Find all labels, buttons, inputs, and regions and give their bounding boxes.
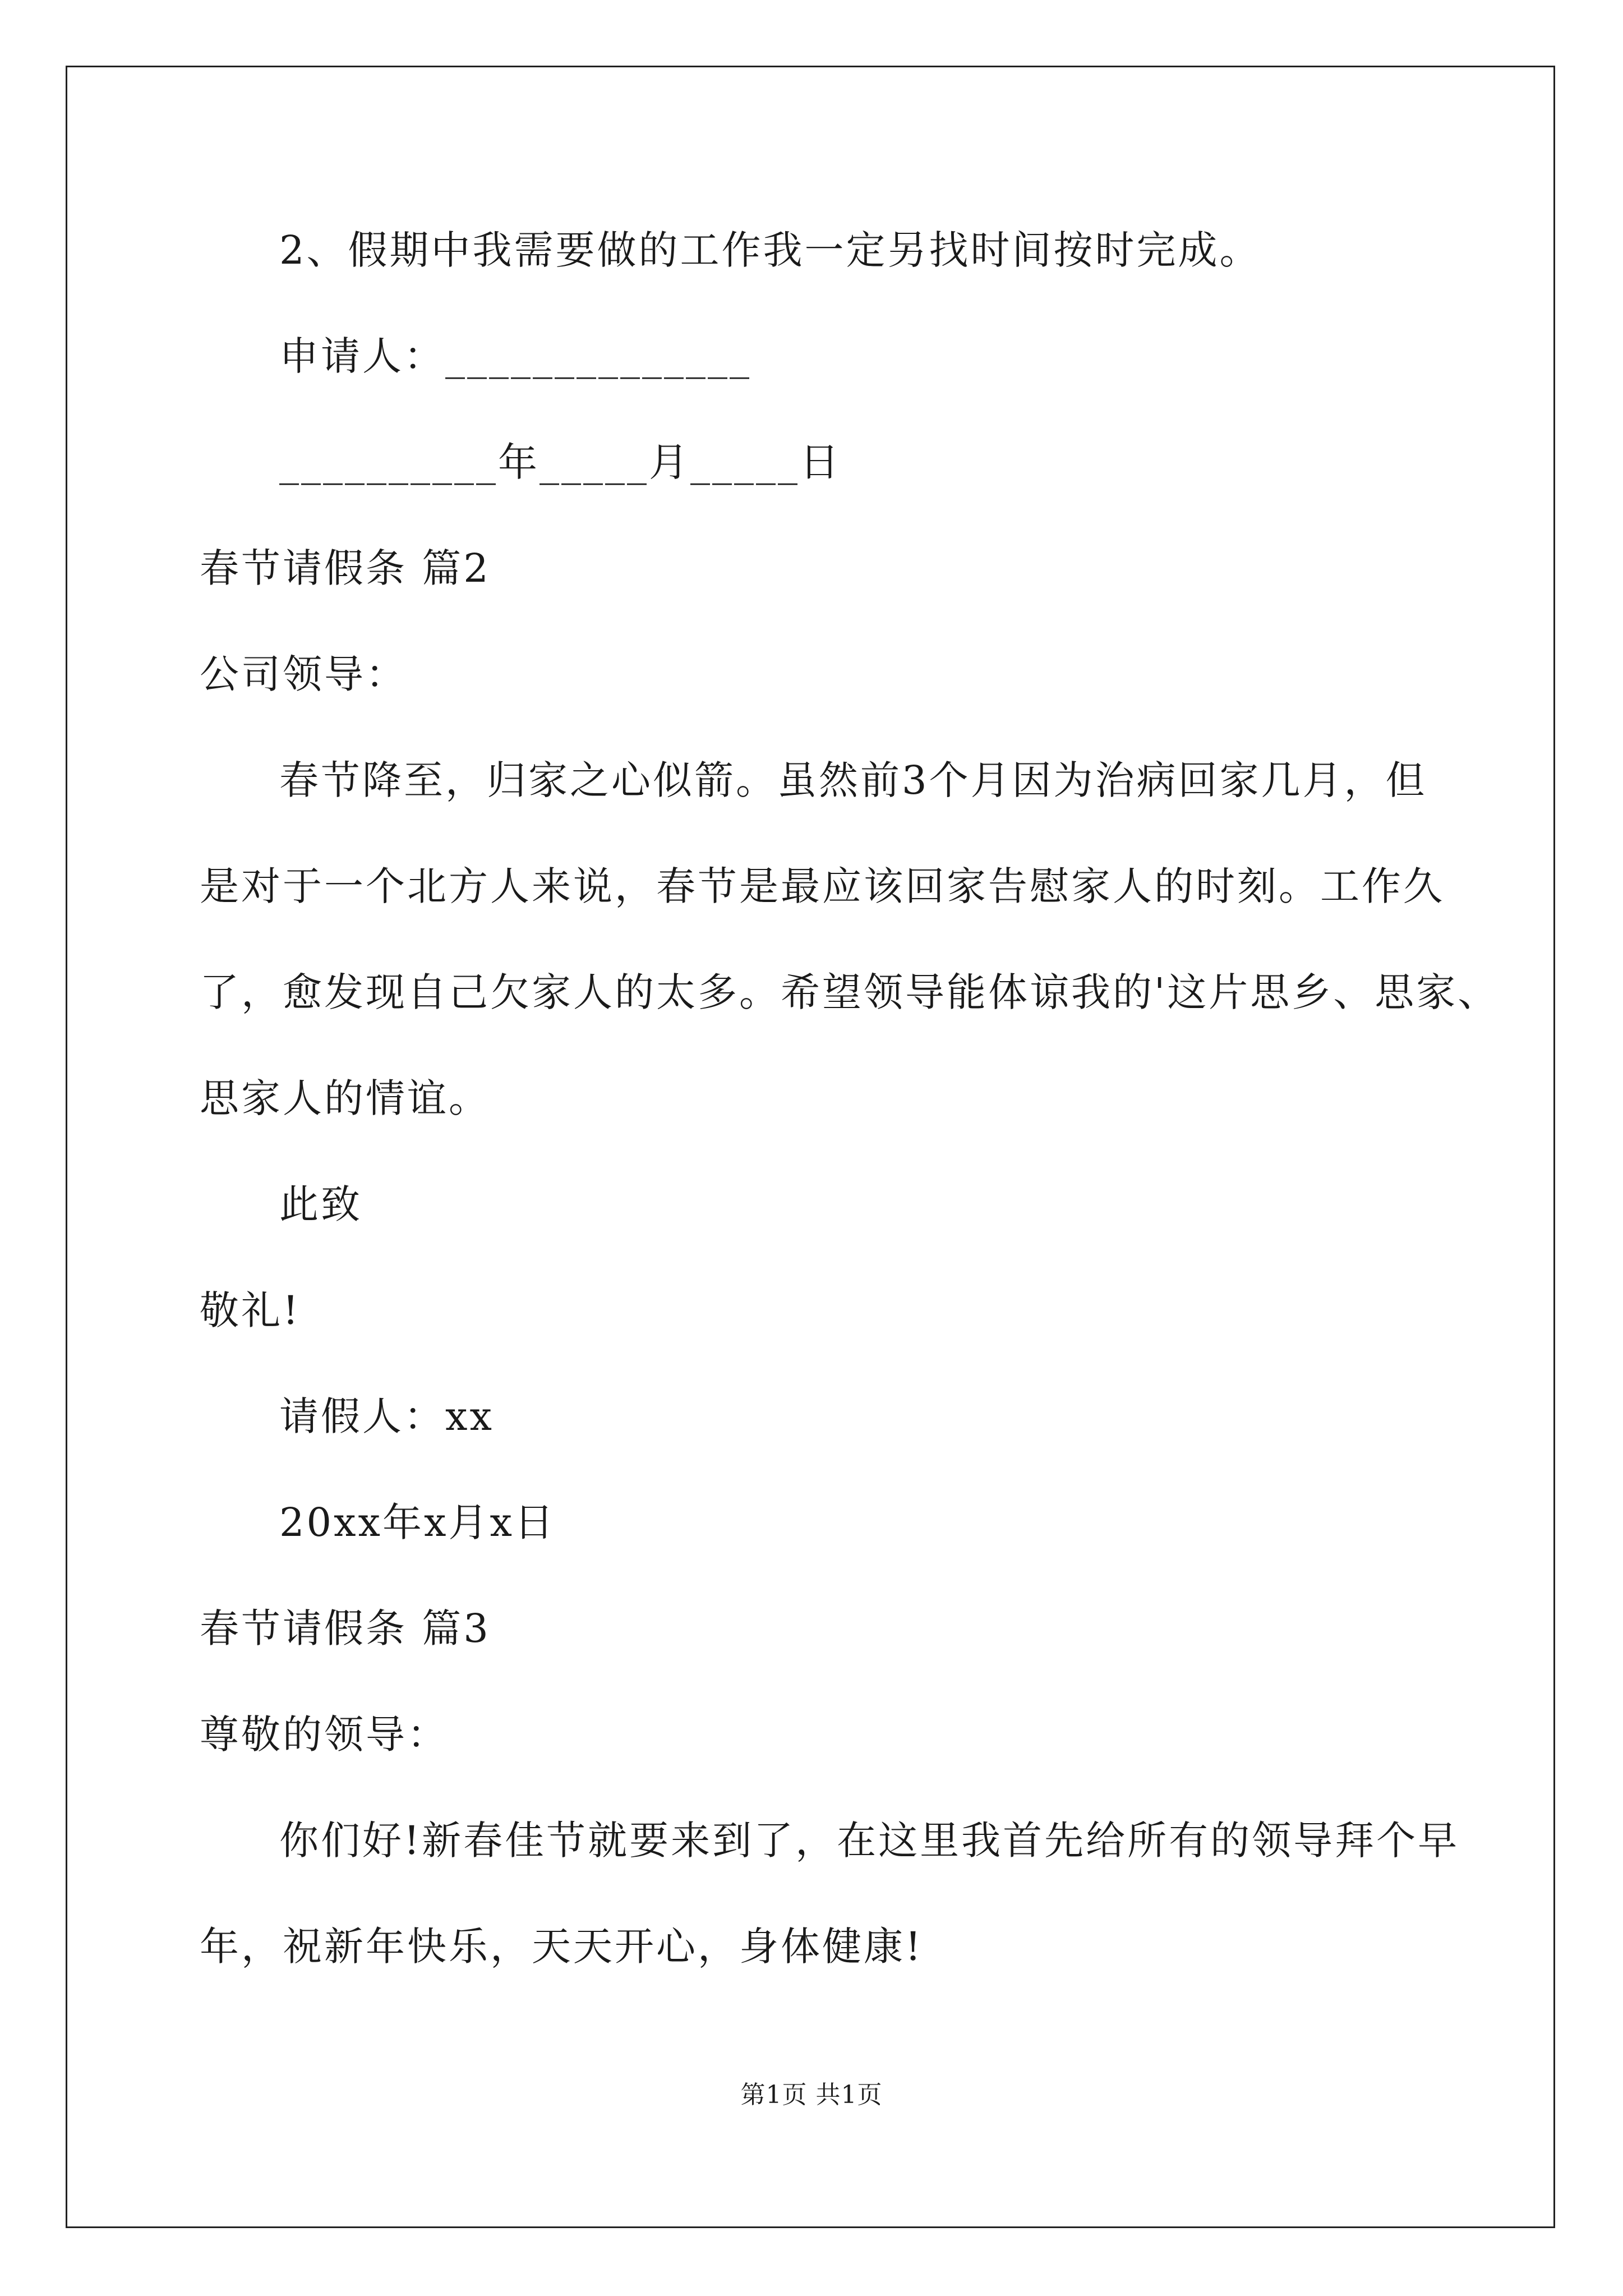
paragraph-line: 你们好!新春佳节就要来到了，在这里我首先给所有的领导拜个早 — [279, 1818, 1460, 1864]
paragraph-line: 年，祝新年快乐，天天开心，身体健康! — [200, 1924, 924, 1970]
closing: 此致 — [279, 1181, 362, 1227]
paragraph-line: 了，愈发现自己欠家人的太多。希望领导能体谅我的'这片思乡、思家、 — [200, 969, 1500, 1015]
requester-line: 请假人：xx — [279, 1393, 494, 1439]
date-signature-line: __________年_____月_____日 — [279, 439, 841, 485]
section-heading: 春节请假条 篇2 — [200, 545, 491, 591]
paragraph-line: 春节降至，归家之心似箭。虽然前3个月因为治病回家几月，但 — [279, 757, 1427, 803]
page-number-footer: 第1页 共1页 — [740, 2081, 883, 2109]
salutation: 公司领导： — [200, 651, 407, 697]
salutation: 尊敬的领导： — [200, 1711, 449, 1757]
date-line: 20xx年x月x日 — [279, 1499, 556, 1545]
paragraph-line: 思家人的情谊。 — [200, 1075, 490, 1121]
closing-salute: 敬礼! — [200, 1287, 301, 1333]
paragraph-line: 是对于一个北方人来说，春节是最应该回家告慰家人的时刻。工作久 — [200, 863, 1445, 909]
section-heading: 春节请假条 篇3 — [200, 1605, 491, 1651]
paragraph-line: 2、假期中我需要做的工作我一定另找时间按时完成。 — [279, 227, 1261, 273]
applicant-signature-line: 申请人：______________ — [279, 333, 751, 379]
page-border — [66, 66, 1555, 2228]
